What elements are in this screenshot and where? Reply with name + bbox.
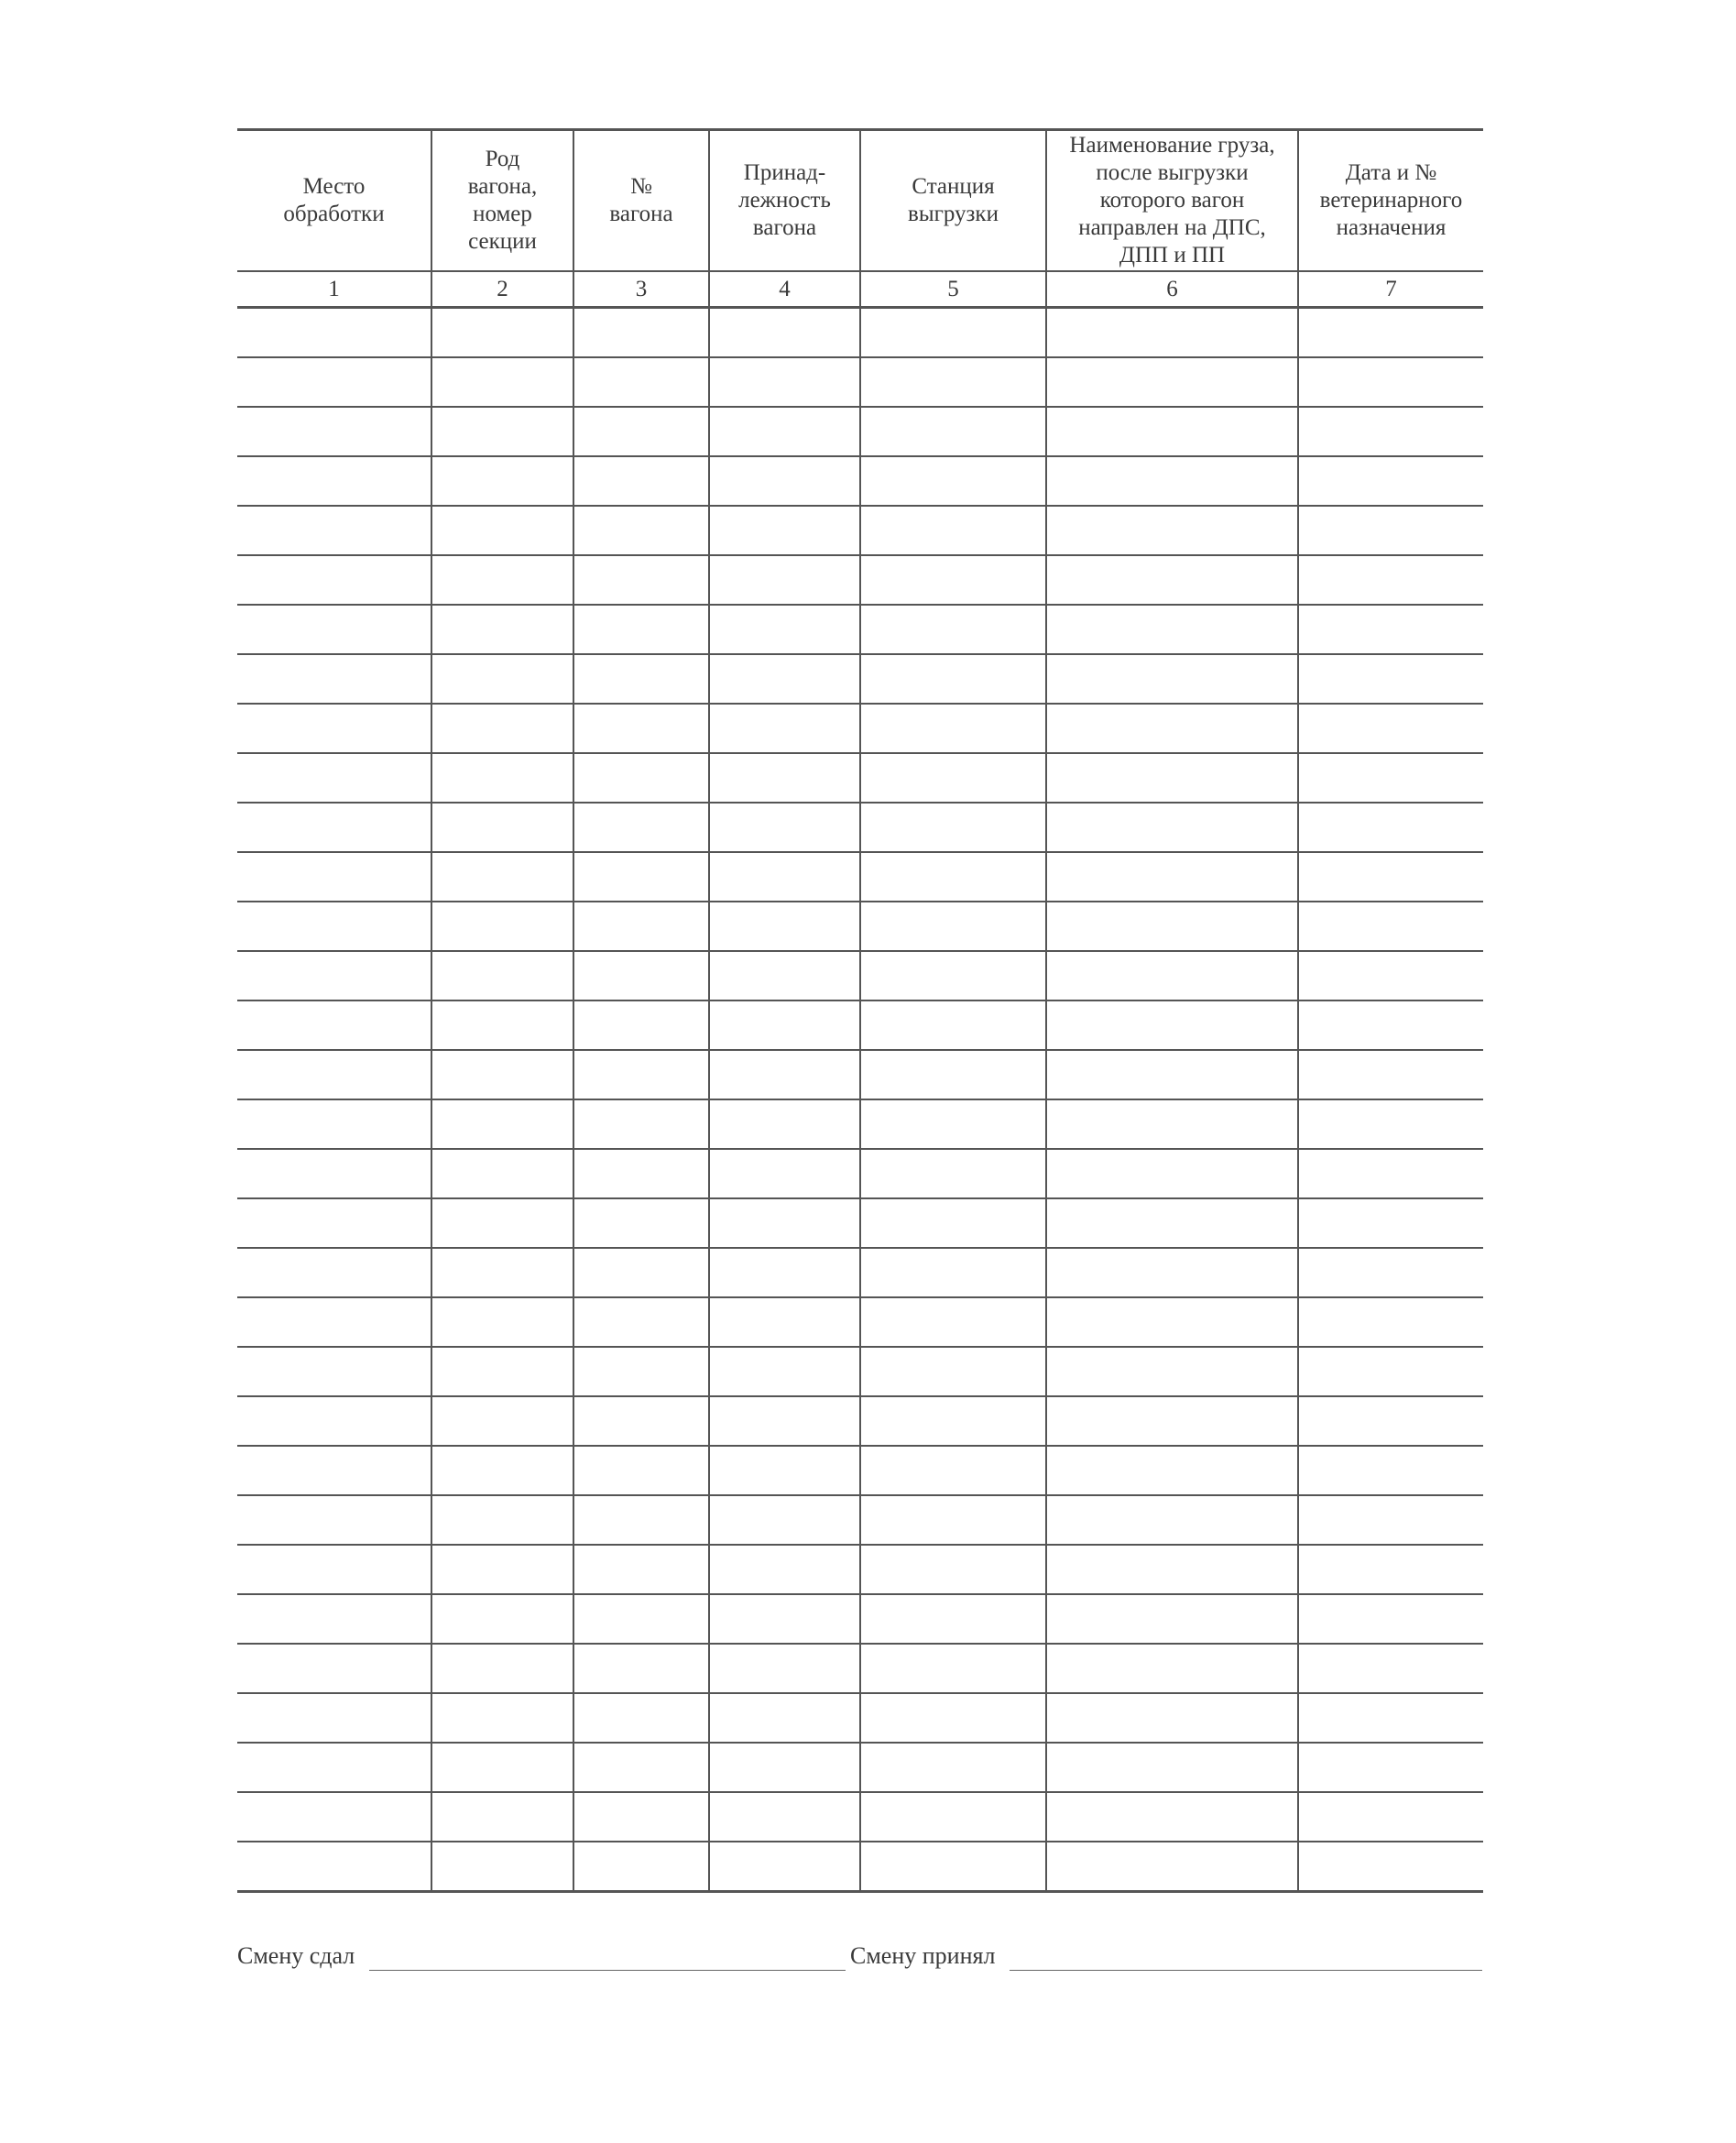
column-header-wagon-number: № вагона <box>573 130 709 272</box>
table-cell[interactable] <box>709 1149 860 1198</box>
table-cell[interactable] <box>237 704 431 753</box>
table-cell[interactable] <box>237 852 431 902</box>
table-cell[interactable] <box>573 1099 709 1149</box>
table-cell[interactable] <box>237 1842 431 1892</box>
table-cell[interactable] <box>237 1495 431 1545</box>
table-cell[interactable] <box>860 902 1046 951</box>
table-cell[interactable] <box>1298 1000 1483 1050</box>
table-cell[interactable] <box>709 902 860 951</box>
table-cell[interactable] <box>573 753 709 803</box>
table-cell[interactable] <box>573 605 709 654</box>
table-row <box>237 803 1483 852</box>
table-cell[interactable] <box>1298 506 1483 555</box>
table-cell[interactable] <box>709 1446 860 1495</box>
table-cell[interactable] <box>860 1050 1046 1099</box>
table-cell[interactable] <box>1298 407 1483 456</box>
column-header-wagon-type: Род вагона, номер секции <box>431 130 573 272</box>
column-number: 2 <box>431 271 573 308</box>
table-cell[interactable] <box>237 1050 431 1099</box>
table-cell[interactable] <box>237 1446 431 1495</box>
table-cell[interactable] <box>709 1050 860 1099</box>
table-row <box>237 1545 1483 1594</box>
table-cell[interactable] <box>1298 902 1483 951</box>
table-cell[interactable] <box>431 1446 573 1495</box>
shift-handed-over-label: Смену сдал <box>237 1942 355 1969</box>
journal-sheet <box>237 128 1483 1893</box>
table-cell[interactable] <box>237 555 431 605</box>
table-cell[interactable] <box>1298 1347 1483 1396</box>
table-cell[interactable] <box>709 506 860 555</box>
table-cell[interactable] <box>431 308 573 358</box>
table-cell[interactable] <box>237 902 431 951</box>
table-cell[interactable] <box>860 407 1046 456</box>
table-cell[interactable] <box>237 753 431 803</box>
table-row <box>237 704 1483 753</box>
table-cell[interactable] <box>860 951 1046 1000</box>
table-cell[interactable] <box>1046 654 1298 704</box>
table-cell[interactable] <box>573 1594 709 1644</box>
column-header-cargo-name: Наименование груза, после выгрузки которого вагон направлен на ДПС, ДПП и ПП <box>1046 130 1298 272</box>
table-cell[interactable] <box>1298 1248 1483 1297</box>
table-cell[interactable] <box>431 654 573 704</box>
table-cell[interactable] <box>1046 555 1298 605</box>
header-row <box>237 130 1483 272</box>
table-cell[interactable] <box>1298 753 1483 803</box>
table-cell[interactable] <box>573 654 709 704</box>
table-cell[interactable] <box>1298 1446 1483 1495</box>
table-cell[interactable] <box>709 1545 860 1594</box>
table-cell[interactable] <box>1298 704 1483 753</box>
table-cell[interactable] <box>237 407 431 456</box>
table-cell[interactable] <box>860 1149 1046 1198</box>
table-cell[interactable] <box>1046 1792 1298 1842</box>
table-row <box>237 555 1483 605</box>
table-cell[interactable] <box>431 456 573 506</box>
table-row <box>237 1743 1483 1792</box>
column-number: 6 <box>1046 271 1298 308</box>
table-cell[interactable] <box>1298 1594 1483 1644</box>
table-cell[interactable] <box>573 308 709 358</box>
table-cell[interactable] <box>860 1743 1046 1792</box>
table-row <box>237 605 1483 654</box>
table-cell[interactable] <box>860 605 1046 654</box>
table-cell[interactable] <box>709 753 860 803</box>
table-cell[interactable] <box>431 951 573 1000</box>
shift-accepted-label: Смену принял <box>850 1942 996 1969</box>
table-cell[interactable] <box>709 1297 860 1347</box>
table-row <box>237 407 1483 456</box>
table-row <box>237 753 1483 803</box>
table-cell[interactable] <box>709 704 860 753</box>
column-number: 1 <box>237 271 431 308</box>
table-cell[interactable] <box>237 1248 431 1297</box>
table-cell[interactable] <box>1046 1495 1298 1545</box>
table-row <box>237 456 1483 506</box>
table-cell[interactable] <box>860 1693 1046 1743</box>
table-cell[interactable] <box>237 1644 431 1693</box>
table-cell[interactable] <box>1046 951 1298 1000</box>
table-row <box>237 852 1483 902</box>
table-cell[interactable] <box>573 506 709 555</box>
table-cell[interactable] <box>709 852 860 902</box>
table-cell[interactable] <box>1046 753 1298 803</box>
table-row <box>237 506 1483 555</box>
table-cell[interactable] <box>709 1000 860 1050</box>
table-cell[interactable] <box>1046 1396 1298 1446</box>
table-cell[interactable] <box>431 1149 573 1198</box>
table-row <box>237 1149 1483 1198</box>
table-cell[interactable] <box>860 1198 1046 1248</box>
table-cell[interactable] <box>1046 1743 1298 1792</box>
table-cell[interactable] <box>431 1396 573 1446</box>
table-cell[interactable] <box>1046 1198 1298 1248</box>
table-cell[interactable] <box>573 1050 709 1099</box>
table-cell[interactable] <box>860 1396 1046 1446</box>
table-cell[interactable] <box>709 456 860 506</box>
table-cell[interactable] <box>1046 1050 1298 1099</box>
table-cell[interactable] <box>573 704 709 753</box>
table-cell[interactable] <box>1046 852 1298 902</box>
table-cell[interactable] <box>709 1792 860 1842</box>
table-row <box>237 1347 1483 1396</box>
table-row <box>237 1396 1483 1446</box>
table-cell[interactable] <box>1298 456 1483 506</box>
table-cell[interactable] <box>573 1792 709 1842</box>
table-cell[interactable] <box>1046 1248 1298 1297</box>
column-number: 3 <box>573 271 709 308</box>
table-cell[interactable] <box>860 555 1046 605</box>
table-cell[interactable] <box>573 456 709 506</box>
table-row <box>237 951 1483 1000</box>
table-cell[interactable] <box>431 1099 573 1149</box>
table-cell[interactable] <box>1046 1644 1298 1693</box>
table-cell[interactable] <box>709 1198 860 1248</box>
table-cell[interactable] <box>1046 308 1298 358</box>
table-cell[interactable] <box>709 555 860 605</box>
table-cell[interactable] <box>1046 1347 1298 1396</box>
table-row <box>237 1495 1483 1545</box>
table-cell[interactable] <box>709 357 860 407</box>
table-cell[interactable] <box>573 1347 709 1396</box>
table-cell[interactable] <box>1298 1644 1483 1693</box>
table-cell[interactable] <box>431 1743 573 1792</box>
table-cell[interactable] <box>431 1693 573 1743</box>
table-cell[interactable] <box>1298 1099 1483 1149</box>
table-cell[interactable] <box>1298 1149 1483 1198</box>
table-cell[interactable] <box>860 1000 1046 1050</box>
table-cell[interactable] <box>237 1396 431 1446</box>
column-header-place: Место обработки <box>237 130 431 272</box>
table-cell[interactable] <box>709 605 860 654</box>
shift-handed-over-signature-line[interactable] <box>369 1970 846 1971</box>
table-cell[interactable] <box>1298 1842 1483 1892</box>
table-cell[interactable] <box>1046 1545 1298 1594</box>
table-cell[interactable] <box>860 1644 1046 1693</box>
table-cell[interactable] <box>709 1396 860 1446</box>
table-cell[interactable] <box>237 357 431 407</box>
table-cell[interactable] <box>709 1099 860 1149</box>
table-cell[interactable] <box>431 1000 573 1050</box>
table-cell[interactable] <box>860 852 1046 902</box>
table-cell[interactable] <box>1046 704 1298 753</box>
table-cell[interactable] <box>573 803 709 852</box>
table-cell[interactable] <box>709 1594 860 1644</box>
table-cell[interactable] <box>573 1149 709 1198</box>
journal-table <box>237 128 1483 1893</box>
table-cell[interactable] <box>573 407 709 456</box>
table-row <box>237 1446 1483 1495</box>
table-cell[interactable] <box>860 704 1046 753</box>
table-cell[interactable] <box>237 803 431 852</box>
table-cell[interactable] <box>431 803 573 852</box>
table-cell[interactable] <box>1298 555 1483 605</box>
journal-body <box>237 308 1483 1892</box>
table-cell[interactable] <box>431 605 573 654</box>
table-cell[interactable] <box>860 654 1046 704</box>
column-header-unloading-station: Станция выгрузки <box>860 130 1046 272</box>
table-cell[interactable] <box>237 1693 431 1743</box>
table-row <box>237 357 1483 407</box>
table-row <box>237 1050 1483 1099</box>
table-cell[interactable] <box>431 1347 573 1396</box>
table-cell[interactable] <box>860 1594 1046 1644</box>
table-cell[interactable] <box>573 1743 709 1792</box>
table-cell[interactable] <box>573 1198 709 1248</box>
table-cell[interactable] <box>1046 456 1298 506</box>
table-cell[interactable] <box>1046 1297 1298 1347</box>
table-cell[interactable] <box>431 1248 573 1297</box>
table-cell[interactable] <box>1298 1050 1483 1099</box>
table-cell[interactable] <box>860 308 1046 358</box>
table-cell[interactable] <box>237 1000 431 1050</box>
table-cell[interactable] <box>1298 1198 1483 1248</box>
table-cell[interactable] <box>237 605 431 654</box>
table-cell[interactable] <box>709 1842 860 1892</box>
table-cell[interactable] <box>1046 506 1298 555</box>
table-cell[interactable] <box>573 1000 709 1050</box>
table-cell[interactable] <box>860 1792 1046 1842</box>
table-cell[interactable] <box>573 1248 709 1297</box>
table-cell[interactable] <box>860 456 1046 506</box>
table-row <box>237 1594 1483 1644</box>
table-cell[interactable] <box>573 357 709 407</box>
shift-signature-footer <box>237 1941 1483 1977</box>
table-cell[interactable] <box>1298 1297 1483 1347</box>
table-cell[interactable] <box>1046 1099 1298 1149</box>
table-cell[interactable] <box>709 1248 860 1297</box>
table-cell[interactable] <box>860 1495 1046 1545</box>
table-cell[interactable] <box>431 1198 573 1248</box>
table-cell[interactable] <box>860 1545 1046 1594</box>
table-cell[interactable] <box>1298 654 1483 704</box>
shift-accepted-signature-line[interactable] <box>1010 1970 1482 1971</box>
table-cell[interactable] <box>860 357 1046 407</box>
table-cell[interactable] <box>573 1545 709 1594</box>
table-cell[interactable] <box>709 1347 860 1396</box>
table-cell[interactable] <box>1298 308 1483 358</box>
table-cell[interactable] <box>860 1099 1046 1149</box>
table-cell[interactable] <box>1298 1693 1483 1743</box>
table-cell[interactable] <box>709 1743 860 1792</box>
table-cell[interactable] <box>573 1693 709 1743</box>
table-cell[interactable] <box>1298 852 1483 902</box>
table-cell[interactable] <box>237 506 431 555</box>
table-cell[interactable] <box>709 1644 860 1693</box>
table-cell[interactable] <box>573 1396 709 1446</box>
table-cell[interactable] <box>431 407 573 456</box>
column-number: 4 <box>709 271 860 308</box>
table-row <box>237 654 1483 704</box>
table-row <box>237 1644 1483 1693</box>
column-number: 5 <box>860 271 1046 308</box>
table-cell[interactable] <box>1046 803 1298 852</box>
table-cell[interactable] <box>709 308 860 358</box>
table-cell[interactable] <box>237 1149 431 1198</box>
table-cell[interactable] <box>1046 902 1298 951</box>
table-cell[interactable] <box>573 902 709 951</box>
table-cell[interactable] <box>431 704 573 753</box>
table-cell[interactable] <box>431 1792 573 1842</box>
table-row <box>237 1297 1483 1347</box>
table-cell[interactable] <box>431 1842 573 1892</box>
table-cell[interactable] <box>573 1446 709 1495</box>
table-cell[interactable] <box>1046 1693 1298 1743</box>
table-cell[interactable] <box>431 357 573 407</box>
table-cell[interactable] <box>237 1198 431 1248</box>
table-cell[interactable] <box>431 506 573 555</box>
table-cell[interactable] <box>860 803 1046 852</box>
table-cell[interactable] <box>1298 951 1483 1000</box>
table-cell[interactable] <box>860 506 1046 555</box>
table-cell[interactable] <box>237 1099 431 1149</box>
column-header-vet-date: Дата и № ветеринарного назначения <box>1298 130 1483 272</box>
table-cell[interactable] <box>237 1545 431 1594</box>
table-cell[interactable] <box>431 1050 573 1099</box>
table-row <box>237 1792 1483 1842</box>
table-cell[interactable] <box>573 1644 709 1693</box>
table-cell[interactable] <box>237 1743 431 1792</box>
table-cell[interactable] <box>431 1495 573 1545</box>
table-cell[interactable] <box>1046 1446 1298 1495</box>
column-header-ownership: Принад- лежность вагона <box>709 130 860 272</box>
table-cell[interactable] <box>1298 803 1483 852</box>
table-cell[interactable] <box>237 1792 431 1842</box>
table-cell[interactable] <box>709 654 860 704</box>
table-cell[interactable] <box>860 1446 1046 1495</box>
table-cell[interactable] <box>237 456 431 506</box>
table-cell[interactable] <box>573 951 709 1000</box>
table-cell[interactable] <box>1298 357 1483 407</box>
table-cell[interactable] <box>573 1297 709 1347</box>
table-cell[interactable] <box>1046 1149 1298 1198</box>
table-cell[interactable] <box>237 951 431 1000</box>
table-cell[interactable] <box>431 902 573 951</box>
table-cell[interactable] <box>1298 605 1483 654</box>
table-cell[interactable] <box>860 1248 1046 1297</box>
table-cell[interactable] <box>860 1842 1046 1892</box>
table-row <box>237 1248 1483 1297</box>
table-cell[interactable] <box>709 1495 860 1545</box>
table-cell[interactable] <box>1046 1594 1298 1644</box>
table-cell[interactable] <box>237 308 431 358</box>
table-cell[interactable] <box>1298 1743 1483 1792</box>
table-cell[interactable] <box>431 753 573 803</box>
table-cell[interactable] <box>431 852 573 902</box>
table-row <box>237 902 1483 951</box>
table-cell[interactable] <box>431 1644 573 1693</box>
table-cell[interactable] <box>237 1594 431 1644</box>
table-cell[interactable] <box>1046 357 1298 407</box>
table-cell[interactable] <box>1046 1000 1298 1050</box>
table-row <box>237 308 1483 358</box>
table-cell[interactable] <box>1298 1495 1483 1545</box>
table-row <box>237 1099 1483 1149</box>
table-cell[interactable] <box>709 407 860 456</box>
table-cell[interactable] <box>1046 605 1298 654</box>
column-number: 7 <box>1298 271 1483 308</box>
table-cell[interactable] <box>237 654 431 704</box>
table-row <box>237 1000 1483 1050</box>
table-cell[interactable] <box>709 1693 860 1743</box>
table-row <box>237 1693 1483 1743</box>
table-cell[interactable] <box>573 555 709 605</box>
table-cell[interactable] <box>431 1545 573 1594</box>
table-cell[interactable] <box>860 753 1046 803</box>
table-cell[interactable] <box>860 1297 1046 1347</box>
table-cell[interactable] <box>1298 1792 1483 1842</box>
table-cell[interactable] <box>237 1297 431 1347</box>
table-cell[interactable] <box>431 1297 573 1347</box>
table-cell[interactable] <box>709 803 860 852</box>
column-number-row <box>237 271 1483 308</box>
table-cell[interactable] <box>573 852 709 902</box>
table-cell[interactable] <box>1298 1396 1483 1446</box>
table-cell[interactable] <box>573 1842 709 1892</box>
table-cell[interactable] <box>573 1495 709 1545</box>
table-cell[interactable] <box>709 951 860 1000</box>
table-cell[interactable] <box>237 1347 431 1396</box>
table-cell[interactable] <box>1298 1545 1483 1594</box>
table-cell[interactable] <box>431 1594 573 1644</box>
table-cell[interactable] <box>431 555 573 605</box>
table-cell[interactable] <box>860 1347 1046 1396</box>
table-row <box>237 1198 1483 1248</box>
table-cell[interactable] <box>1046 1842 1298 1892</box>
table-row <box>237 1842 1483 1892</box>
table-cell[interactable] <box>1046 407 1298 456</box>
